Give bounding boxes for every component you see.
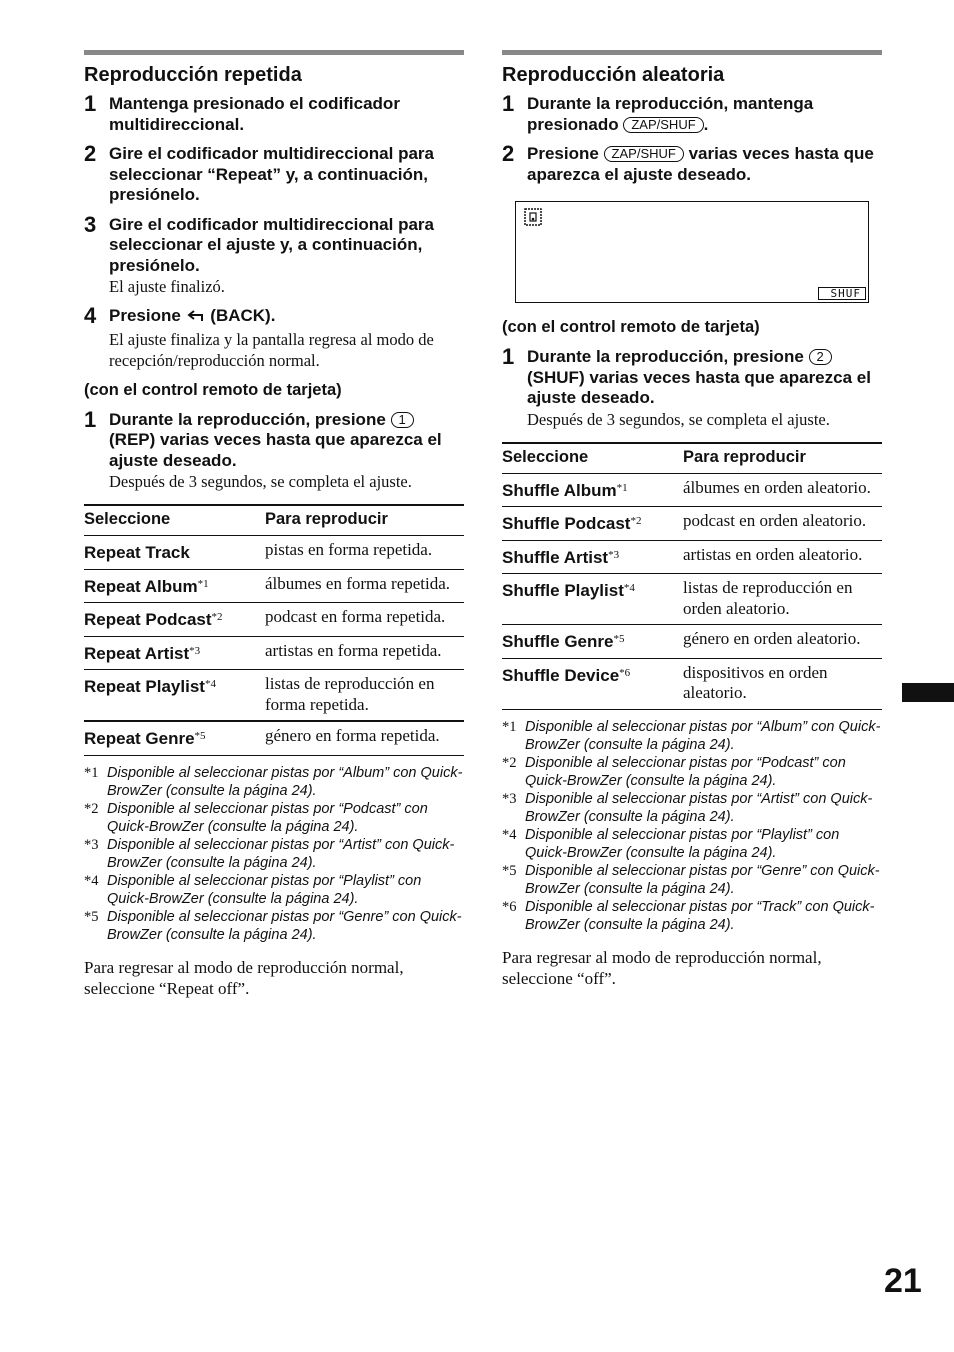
step-note: El ajuste finalizó. <box>109 277 225 296</box>
option-cell <box>502 540 683 574</box>
footnote-mark: *3 <box>502 790 517 807</box>
step-text-a: Presione <box>109 306 181 325</box>
table-row <box>84 569 464 603</box>
col-header-select: Seleccione <box>502 443 683 474</box>
back-arrow-icon <box>186 308 206 329</box>
footnote <box>502 862 882 898</box>
footnote-text: Disponible al seleccionar pistas por “Genre” con Quick-BrowZer (consulte la página 24). <box>525 862 880 897</box>
remote-step-1 <box>84 406 464 493</box>
footnote-text: Disponible al seleccionar pistas por “Track” con Quick-BrowZer (consulte la página 24). <box>525 898 875 933</box>
table-row <box>84 670 464 722</box>
footnote-ref: *6 <box>619 666 631 679</box>
footnote <box>84 908 464 944</box>
step-text: Gire el codificador multidireccional para seleccionar el ajuste y, a continuación, presiónelo. <box>109 214 434 275</box>
table-row <box>502 540 882 574</box>
step-text <box>109 306 464 329</box>
table-row <box>84 721 464 755</box>
section-title-shuffle: Reproducción aleatoria <box>502 64 725 86</box>
table-row <box>502 625 882 659</box>
footnote-mark: *5 <box>502 862 517 879</box>
footnote-text: Disponible al seleccionar pistas por “Album” con Quick-BrowZer (consulte la página 24). <box>525 718 881 753</box>
footnote-ref: *4 <box>623 582 635 594</box>
footnote-text: Disponible al seleccionar pistas por “Album” con Quick-BrowZer (consulte la página 24). <box>107 764 463 799</box>
section-title-repeat: Reproducción repetida <box>84 64 302 86</box>
footnote-mark: *6 <box>502 898 517 915</box>
table-row <box>84 636 464 670</box>
step-number: 1 <box>502 91 515 116</box>
step-note: Después de 3 segundos, se completa el ajuste. <box>527 409 830 429</box>
right-column <box>502 50 882 989</box>
zap-shuf-key-icon: ZAP/SHUF <box>623 117 703 133</box>
step-text <box>527 94 882 135</box>
col-header-play: Para reproducir <box>265 505 464 536</box>
step-2 <box>84 141 464 206</box>
footnote <box>502 826 882 862</box>
lcd-shuf-label: SHUF <box>818 287 867 300</box>
footnote-text: Disponible al seleccionar pistas por “Artist” con Quick-BrowZer (consulte la página 24). <box>107 836 455 871</box>
step-1 <box>84 91 464 135</box>
table-row <box>84 536 464 570</box>
step-text-a: Presione <box>527 144 599 163</box>
option-name: Shuffle Genre <box>502 632 614 651</box>
step-text-a: Durante la reproducción, mantenga presionado <box>527 94 814 134</box>
step-1 <box>502 91 882 135</box>
step-4 <box>84 303 464 371</box>
footnote-mark: *4 <box>84 872 99 889</box>
closing-paragraph: Para regresar al modo de reproducción normal, seleccione “off”. <box>502 947 822 988</box>
option-name: Shuffle Album <box>502 480 617 500</box>
step-text: Mantenga presionado el codificador multidireccional. <box>109 94 400 134</box>
option-name: Shuffle Artist <box>502 547 609 567</box>
shuffle-options-table <box>502 442 882 710</box>
table-row <box>502 507 882 541</box>
step-text-a: Durante la reproducción, presione <box>527 347 804 366</box>
section-rule <box>84 50 464 55</box>
footnote-mark: *1 <box>84 764 99 781</box>
footnote <box>502 754 882 790</box>
desc-cell: artistas en forma repetida. <box>265 636 464 670</box>
footnote-mark: *5 <box>84 908 99 925</box>
footnotes <box>502 718 882 934</box>
table-row <box>502 574 882 625</box>
option-name: Repeat Podcast <box>84 610 212 629</box>
footnote-ref: *4 <box>204 678 216 690</box>
footnote-text: Disponible al seleccionar pistas por “Playlist” con Quick-BrowZer (consulte la página 24). <box>107 872 422 907</box>
desc-cell: listas de reproducción en orden aleatorio. <box>683 574 882 625</box>
step-number: 1 <box>502 344 515 369</box>
step-note: El ajuste finaliza y la pantalla regresa al modo de recepción/reproducción normal. <box>109 329 434 370</box>
footnote-text: Disponible al seleccionar pistas por “Playlist” con Quick-BrowZer (consulte la página 24). <box>525 826 840 861</box>
footnote-ref: *3 <box>189 644 201 657</box>
footnote <box>502 790 882 826</box>
option-cell <box>84 670 265 722</box>
step-2 <box>502 141 882 185</box>
remote-heading: (con el control remoto de tarjeta) <box>502 318 760 336</box>
option-name: Repeat Genre <box>84 729 195 748</box>
step-text-b: . <box>703 114 709 134</box>
footnote <box>84 800 464 836</box>
desc-cell: pistas en forma repetida. <box>265 536 464 570</box>
step-number: 2 <box>84 141 97 166</box>
footnote-text: Disponible al seleccionar pistas por “Podcast” con Quick-BrowZer (consulte la página 24). <box>525 754 846 789</box>
option-cell <box>502 473 683 507</box>
desc-cell: álbumes en forma repetida. <box>265 569 464 603</box>
option-cell <box>84 721 265 755</box>
footnote-text: Disponible al seleccionar pistas por “Artist” con Quick-BrowZer (consulte la página 24). <box>525 790 873 825</box>
footnote-ref: *2 <box>211 611 223 623</box>
option-cell <box>84 603 265 637</box>
footnote-mark: *3 <box>84 836 99 853</box>
step-text <box>109 410 464 472</box>
option-name: Shuffle Podcast <box>502 514 631 533</box>
col-header-select: Seleccione <box>84 505 265 536</box>
footnote <box>502 898 882 934</box>
desc-cell: género en orden aleatorio. <box>683 625 882 659</box>
step-number: 1 <box>84 406 97 432</box>
repeat-options-table <box>84 504 464 756</box>
option-name: Shuffle Device <box>502 665 620 685</box>
step-text-a: Durante la reproducción, presione <box>109 409 386 429</box>
footnotes <box>84 764 464 944</box>
footnote-ref: *5 <box>194 730 206 742</box>
left-column <box>84 50 464 999</box>
key-1-icon: 1 <box>391 412 414 428</box>
desc-cell: artistas en orden aleatorio. <box>683 540 882 574</box>
footnote-text: Disponible al seleccionar pistas por “Podcast” con Quick-BrowZer (consulte la página 24). <box>107 800 428 835</box>
option-cell <box>502 658 683 709</box>
desc-cell: podcast en forma repetida. <box>265 603 464 637</box>
footnote-mark: *1 <box>502 718 517 735</box>
remote-step-1 <box>502 344 882 430</box>
step-3 <box>84 211 464 298</box>
option-name: Repeat Album <box>84 576 198 596</box>
step-number: 2 <box>502 141 515 166</box>
table-row <box>502 473 882 507</box>
step-text-b: (SHUF) varias veces hasta que aparezca el ajuste deseado. <box>527 367 871 407</box>
desc-cell: listas de reproducción en forma repetida. <box>265 670 464 722</box>
col-header-play: Para reproducir <box>683 443 882 474</box>
remote-heading: (con el control remoto de tarjeta) <box>84 380 342 399</box>
desc-cell: álbumes en orden aleatorio. <box>683 473 882 507</box>
section-rule <box>502 50 882 55</box>
footnote-text: Disponible al seleccionar pistas por “Genre” con Quick-BrowZer (consulte la página 24). <box>107 908 462 943</box>
display-illustration <box>515 201 869 303</box>
footnote-ref: *2 <box>630 515 642 527</box>
table-row <box>84 603 464 637</box>
step-text-b: (REP) varias veces hasta que aparezca el ajuste deseado. <box>109 430 442 470</box>
zap-shuf-key-icon: ZAP/SHUF <box>604 146 684 162</box>
step-number: 4 <box>84 303 97 328</box>
footnote <box>84 836 464 872</box>
option-name: Repeat Artist <box>84 643 190 663</box>
step-note: Después de 3 segundos, se completa el ajuste. <box>109 472 412 491</box>
option-cell <box>502 507 683 541</box>
step-number: 3 <box>84 211 97 237</box>
footnote <box>84 872 464 908</box>
page-number: 21 <box>884 1262 922 1300</box>
footnote-ref: *3 <box>608 548 620 561</box>
step-number: 1 <box>84 91 97 116</box>
footnote <box>502 718 882 754</box>
option-name: Shuffle Playlist <box>502 581 624 600</box>
footnote-ref: *1 <box>616 481 628 494</box>
option-cell <box>502 625 683 659</box>
option-cell <box>84 536 265 570</box>
table-row <box>502 658 882 709</box>
option-name: Repeat Track <box>84 543 190 562</box>
step-text <box>527 144 882 185</box>
option-cell <box>84 636 265 670</box>
closing-paragraph: Para regresar al modo de reproducción normal, seleccione “Repeat off”. <box>84 957 404 998</box>
table-header <box>84 505 464 536</box>
table-header <box>502 443 882 474</box>
footnote <box>84 764 464 800</box>
option-cell <box>84 569 265 603</box>
desc-cell: género en forma repetida. <box>265 721 464 755</box>
step-text: Gire el codificador multidireccional para seleccionar “Repeat” y, a continuación, presiónelo. <box>109 144 434 204</box>
footnote-mark: *4 <box>502 826 517 843</box>
footnote-mark: *2 <box>84 800 99 817</box>
section-tab-marker <box>902 683 954 702</box>
footnote-ref: *1 <box>197 577 209 590</box>
step-text-b: varias veces hasta que aparezca el ajuste deseado. <box>527 144 874 184</box>
option-name: Repeat Playlist <box>84 677 205 696</box>
source-icon <box>524 208 542 231</box>
footnote-ref: *5 <box>613 633 625 645</box>
option-cell <box>502 574 683 625</box>
footnote-mark: *2 <box>502 754 517 771</box>
key-2-icon: 2 <box>809 349 832 365</box>
desc-cell: dispositivos en orden aleatorio. <box>683 658 882 709</box>
desc-cell: podcast en orden aleatorio. <box>683 507 882 541</box>
step-text-b: (BACK). <box>210 306 276 325</box>
step-text <box>527 347 882 409</box>
